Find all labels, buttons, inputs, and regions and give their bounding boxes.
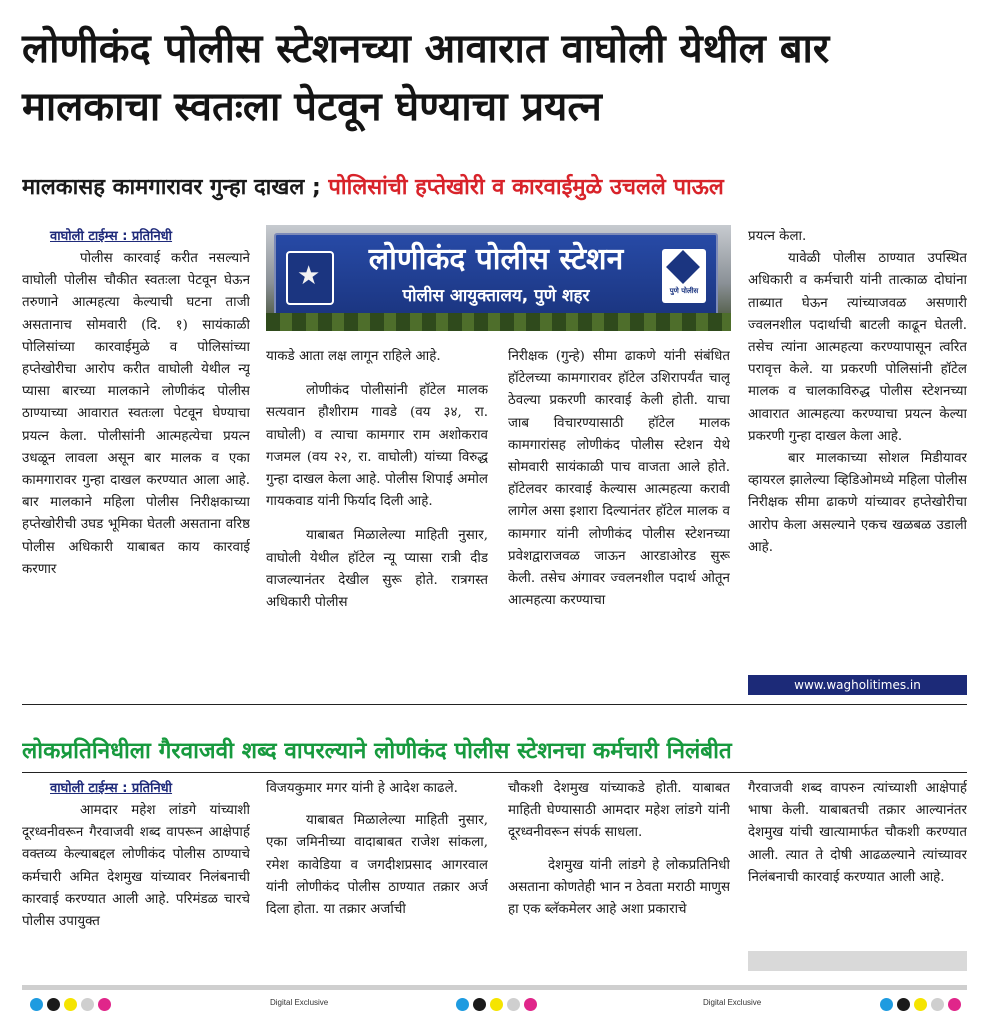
story1-col2-para-1: याकडे आता लक्ष लागून राहिले आहे. <box>266 349 441 364</box>
section-divider-bottom <box>22 772 967 773</box>
police-emblem-icon <box>286 251 334 305</box>
story2-column-2 <box>266 778 488 978</box>
grey-placeholder-bar <box>748 951 967 971</box>
reg-dot-black-icon <box>897 998 910 1011</box>
story1-byline: वाघोली टाईम्स : प्रतिनिधी <box>50 229 173 244</box>
footer-grey-line <box>22 985 967 990</box>
story1-col4-para-3: बार मालकाच्या सोशल मिडीयावर व्हायरल झालेल्या व्हिडिओमध्ये महिला पोलीस निरीक्षक सीमा ढाकणे यांच्यावर हप्तेखोरीचा आरोप केला असल्याने एकच खळबळ उडाली आहे. <box>748 451 967 555</box>
footer-label-right: Digital Exclusive <box>703 998 762 1007</box>
story2-col3-para-2: देशमुख यांनी लांडगे हे लोकप्रतिनिधी असताना कोणतेही भान न ठेवता मराठी माणुस हा एक ब्लॅकमेलर आहे अशा प्रकाराचे <box>508 857 730 918</box>
story2-column-3 <box>508 778 730 978</box>
story1-column-4 <box>748 226 967 674</box>
story2-col2-para-2: याबाबत मिळालेल्या माहिती नुसार, एका जमिनीच्या वादाबाबत राजेश सांकला, रमेश कावेडिया व जगदीशप्रसाद आगरवाल यांनी लोणीकंद पोलीस ठाण्यात तक्रार अर्ज दिला होता. या तक्रार अर्जाची <box>266 813 488 918</box>
story2-col2-para-1: विजयकुमार मगर यांनी हे आदेश काढले. <box>266 781 458 796</box>
main-headline: लोणीकंद पोलीस स्टेशनच्या आवारात वाघोली येथील बार मालकाचा स्वतःला पेटवून घेण्याचा प्रयत्न <box>22 26 830 130</box>
reg-dot-magenta-icon <box>98 998 111 1011</box>
sub-headline-part1: मालकासह कामगारावर गुन्हा दाखल ; <box>22 175 321 200</box>
police-station-signboard <box>274 233 718 319</box>
story1-col1-text: पोलीस कारवाई करीत नसल्याने वाघोली पोलीस चौकीत स्वतःला पेटवून घेऊन तरुणाने आत्महत्या केल्याची घटना ताजी असतानाच सोमवारी (दि. १) सायंकाळी पोलिसांच्या कारवाईमुळे व पोलिसांच्या हप्तेखोरीचा आरोप करीत वाघोली येथील न्यू प्यासा बारच्या मालकाने लोणीकंद पोलीस ठाण्याच्या आवारात स्वतःला पेटवून घेण्याचा प्रयत्न केला. पोलीसांनी आत्महत्येचा प्रयत्न उधळून लावला असून बार मालक व एका कामगारावर गुन्हा दाखल करण्यात आला आहे. बार मालकाने महिला पोलीस निरीक्षकाच्या हप्तेखोरीची उघड भूमिका घेतली असताना वरिष्ठ पोलीस अधिकारी याबाबत काय कारवाई करणार <box>22 251 250 577</box>
pune-police-logo-label: पुणे पोलीस <box>669 287 699 295</box>
reg-dot-cyan-icon <box>880 998 893 1011</box>
story1-col4-para-2: यावेळी पोलीस ठाण्यात उपस्थित अधिकारी व कर्मचारी यांनी तात्काळ दोघांना ताब्यात घेऊन त्यांच्याजवळ असणारी ज्वलनशील पदार्थाची बाटली काढून घेतली. तसेच त्यांना आत्महत्या करण्यापासून त्वरित परावृत्त केले. या प्रकरणी पोलिसांनी हॉटेल मालक व चालकाविरुद्ध पोलीस स्टेशनच्या आवारात आत्महत्या करण्याचा प्रयत्न केल्या प्रकरणी गुन्हा दाखल केला आहे. <box>748 251 967 444</box>
story2-column-4 <box>748 778 967 946</box>
reg-dot-cyan-icon <box>456 998 469 1011</box>
sub-headline <box>22 170 972 206</box>
reg-dot-black-icon <box>473 998 486 1011</box>
sub-headline-part2: पोलिसांची हप्तेखोरी व कारवाईमुळे उचलले पाऊल <box>328 175 724 200</box>
registration-marks-right <box>880 996 965 1010</box>
reg-dot-magenta-icon <box>524 998 537 1011</box>
trees-decoration <box>266 313 731 331</box>
reg-dot-magenta-icon <box>948 998 961 1011</box>
reg-dot-yellow-icon <box>914 998 927 1011</box>
signboard-title: लोणीकंद पोलीस स्टेशन <box>368 242 624 277</box>
story2-column-1 <box>22 778 250 978</box>
pune-police-logo-icon <box>662 249 706 303</box>
story1-column-1 <box>22 226 250 696</box>
footer-label-left: Digital Exclusive <box>270 998 329 1007</box>
story2-byline: वाघोली टाईम्स : प्रतिनिधी <box>50 781 173 796</box>
story1-column-3 <box>508 346 730 696</box>
registration-marks-center <box>456 996 541 1010</box>
story1-column-2 <box>266 346 488 696</box>
second-headline: लोकप्रतिनिधीला गैरवाजवी शब्द वापरल्याने लोणीकंद पोलीस स्टेशनचा कर्मचारी निलंबीत <box>22 738 732 764</box>
story1-col2-para-3: याबाबत मिळालेल्या माहिती नुसार, वाघोली येथील हॉटेल न्यू प्यासा रात्री दीड वाजल्यानंतर देखील सुरू होते. रात्रगस्त अधिकारी पोलीस <box>266 528 488 611</box>
website-url-bar: www.wagholitimes.in <box>748 675 967 695</box>
reg-dot-yellow-icon <box>64 998 77 1011</box>
reg-dot-black-icon <box>47 998 60 1011</box>
story1-col2-para-2: लोणीकंद पोलीसांनी हॉटेल मालक सत्यवान हौशीराम गावडे (वय ३४, रा. वाघोली) व त्याचा कामगार राम अशोकराव गजमल (वय २२, रा. वाघोली) यांच्या विरुद्ध गुन्हा दाखल केला आहे. पोलीस शिपाई अमोल गायकवाड यांनी फिर्याद दिली आहे. <box>266 383 488 510</box>
story1-col4-para-1: प्रयत्न केला. <box>748 229 807 244</box>
police-station-photo <box>266 225 731 331</box>
story2-col3-para-1: चौकशी देशमुख यांच्याकडे होती. याबाबत माहिती घेण्यासाठी आमदार महेश लांडगे यांनी दूरध्वनीवरून संपर्क साधला. <box>508 781 730 841</box>
reg-dot-grey-icon <box>507 998 520 1011</box>
story2-col1-text: आमदार महेश लांडगे यांच्याशी दूरध्वनीवरून गैरवाजवी शब्द वापरून आक्षेपार्ह वक्तव्य केल्याबद्दल लोणीकंद पोलीस ठाण्याचे कर्मचारी अमित देशमुख यांच्यावर निलंबनाची कारवाई करण्यात आली आहे. परिमंडळ चारचे पोलीस उपायुक्त <box>22 803 250 930</box>
registration-marks-left <box>30 996 115 1010</box>
reg-dot-grey-icon <box>81 998 94 1011</box>
reg-dot-yellow-icon <box>490 998 503 1011</box>
section-divider-top <box>22 704 967 705</box>
reg-dot-cyan-icon <box>30 998 43 1011</box>
signboard-subtitle: पोलीस आयुक्तालय, पुणे शहर <box>402 286 590 306</box>
story1-col3-para-1: निरीक्षक (गुन्हे) सीमा ढाकणे यांनी संबंधित हॉटेलच्या कामगारावर हॉटेल उशिरापर्यंत चालू ठेवल्या प्रकरणी कारवाई केली होती. याचा जाब विचारण्यासाठी हॉटेल मालक कामगारांसह लोणीकंद पोलीस स्टेशन येथे सोमवारी सायंकाळी पाच वाजता आले होते. हॉटेलवर कारवाई केल्यास आत्महत्या करावी लागेल असा इशारा दिल्यानंतर हॉटेल मालक व कामगार यांनी लोणीकंद पोलीस स्टेशनच्या प्रवेशद्वाराजवळ जाऊन आरडाओरड सुरू केली. तसेच अंगावर ज्वलनशील पदार्थ ओतून आत्महत्या करण्याचा <box>508 349 730 609</box>
story2-col4-para-1: गैरवाजवी शब्द वापरुन त्यांच्याशी आक्षेपार्ह भाषा केली. याबाबतची तक्रार आल्यानंतर देशमुख यांची खात्यामार्फत चौकशी करण्यात आली. त्यात ते दोषी आढळल्याने त्यांच्यावर निलंबनाची कारवाई करण्यात आली आहे. <box>748 781 967 885</box>
reg-dot-grey-icon <box>931 998 944 1011</box>
